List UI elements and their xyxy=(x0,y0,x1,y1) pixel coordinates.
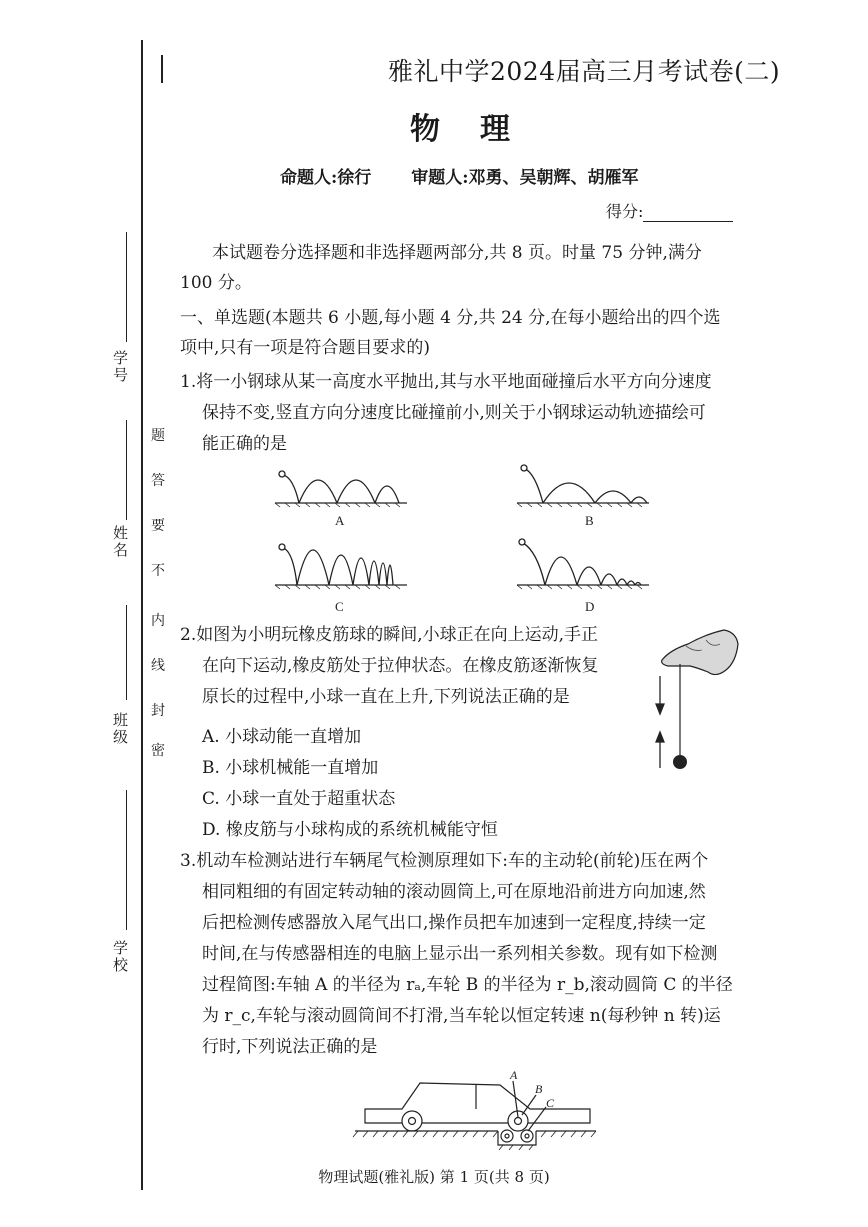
intro-line: 100 分。 xyxy=(180,273,252,293)
seal-char: 封 xyxy=(151,703,165,719)
trajectory-a xyxy=(275,471,407,507)
trajectory-c xyxy=(275,544,407,589)
school-blank xyxy=(126,790,127,930)
arrow-up-icon xyxy=(656,732,664,768)
margin-line-top-mark xyxy=(161,55,163,83)
class-label: 班级 xyxy=(112,711,128,746)
q1-line: 能正确的是 xyxy=(202,434,287,454)
section-heading: 一、单选题(本题共 6 小题,每小题 4 分,共 24 分,在每小题给出的四个选 xyxy=(180,308,721,328)
seal-char: 答 xyxy=(151,473,165,489)
q1-line: 保持不变,竖直方向分速度比碰撞前小,则关于小钢球运动轨迹描绘可 xyxy=(202,403,706,423)
q3-line: 后把检测传感器放入尾气出口,操作员把车加速到一定程度,持续一定 xyxy=(202,913,706,933)
section-heading: 项中,只有一项是符合题目要求的) xyxy=(180,338,431,358)
label-wheel-b: B xyxy=(535,1082,543,1096)
q2-line: 2.如图为小明玩橡皮筋球的瞬间,小球正在向上运动,手正 xyxy=(180,625,599,645)
q2-line: 原长的过程中,小球一直在上升,下列说法正确的是 xyxy=(202,687,570,707)
seal-char: 要 xyxy=(151,518,165,534)
hand-icon xyxy=(662,630,738,675)
fig-label-b: B xyxy=(585,513,594,528)
student-id-label: 学号 xyxy=(112,349,128,384)
q1-line: 1.将一小钢球从某一高度水平抛出,其与水平地面碰撞后水平方向分速度 xyxy=(180,372,712,392)
q1-trajectory-figures xyxy=(255,455,675,630)
school-label: 学校 xyxy=(112,939,128,974)
name-blank xyxy=(126,420,127,520)
label-axle-a: A xyxy=(510,1068,518,1082)
student-id-blank xyxy=(126,232,127,342)
reviewer-label: 审题人:邓勇、吴朝辉、胡雁军 xyxy=(411,168,639,188)
score-blank xyxy=(643,205,733,222)
trajectory-b xyxy=(517,465,649,507)
q3-car-figure xyxy=(350,1065,600,1150)
seal-char: 线 xyxy=(151,658,165,674)
fig-label-a: A xyxy=(335,513,345,528)
name-label: 姓名 xyxy=(112,524,128,559)
seal-char: 内 xyxy=(151,613,165,629)
score-field xyxy=(606,199,733,222)
q2-option-b: B. 小球机械能一直增加 xyxy=(202,758,379,778)
authors-line xyxy=(280,163,679,188)
label-roller-c: C xyxy=(546,1096,555,1110)
score-label: 得分: xyxy=(606,202,644,221)
intro-line: 本试题卷分选择题和非选择题两部分,共 8 页。时量 75 分钟,满分 xyxy=(212,243,702,263)
q3-line: 行时,下列说法正确的是 xyxy=(202,1037,378,1057)
q2-rubber-ball-figure xyxy=(650,622,740,777)
page-footer: 物理试题(雅礼版) 第 1 页(共 8 页) xyxy=(318,1168,550,1186)
q2-line: 在向下运动,橡皮筋处于拉伸状态。在橡皮筋逐渐恢复 xyxy=(202,656,599,676)
q3-line: 过程简图:车轴 A 的半径为 rₐ,车轮 B 的半径为 r_b,滚动圆筒 C 的半径 xyxy=(202,975,733,995)
roller-left xyxy=(501,1130,513,1142)
q2-option-d: D. 橡皮筋与小球构成的系统机械能守恒 xyxy=(202,820,498,840)
q2-option-c: C. 小球一直处于超重状态 xyxy=(202,789,396,809)
subject-title: 物理 xyxy=(410,112,550,147)
q3-line: 3.机动车检测站进行车辆尾气检测原理如下:车的主动轮(前轮)压在两个 xyxy=(180,851,709,871)
author-label: 命题人:徐行 xyxy=(280,168,372,188)
car-body xyxy=(365,1083,590,1123)
fig-label-c: C xyxy=(335,599,344,614)
seal-char: 不 xyxy=(151,563,165,579)
fig-label-d: D xyxy=(585,599,595,614)
roller-right xyxy=(521,1130,533,1142)
q2-option-a: A. 小球动能一直增加 xyxy=(202,727,362,747)
seal-char: 题 xyxy=(151,428,165,444)
q3-line: 相同粗细的有固定转动轴的滚动圆筒上,可在原地沿前进方向加速,然 xyxy=(202,882,706,902)
q3-line: 时间,在与传感器相连的电脑上显示出一系列相关参数。现有如下检测 xyxy=(202,944,718,964)
seal-char: 密 xyxy=(151,743,165,759)
margin-line-outer xyxy=(141,40,143,1190)
exam-title: 雅礼中学2024届高三月考试卷(二) xyxy=(388,57,781,86)
trajectory-d xyxy=(517,539,649,589)
class-blank xyxy=(126,605,127,700)
rear-wheel xyxy=(402,1111,422,1131)
q3-line: 为 r_c,车轮与滚动圆筒间不打滑,当车轮以恒定转速 n(每秒钟 n 转)运 xyxy=(202,1006,721,1026)
ball xyxy=(673,755,687,769)
arrow-down-icon xyxy=(656,676,664,714)
